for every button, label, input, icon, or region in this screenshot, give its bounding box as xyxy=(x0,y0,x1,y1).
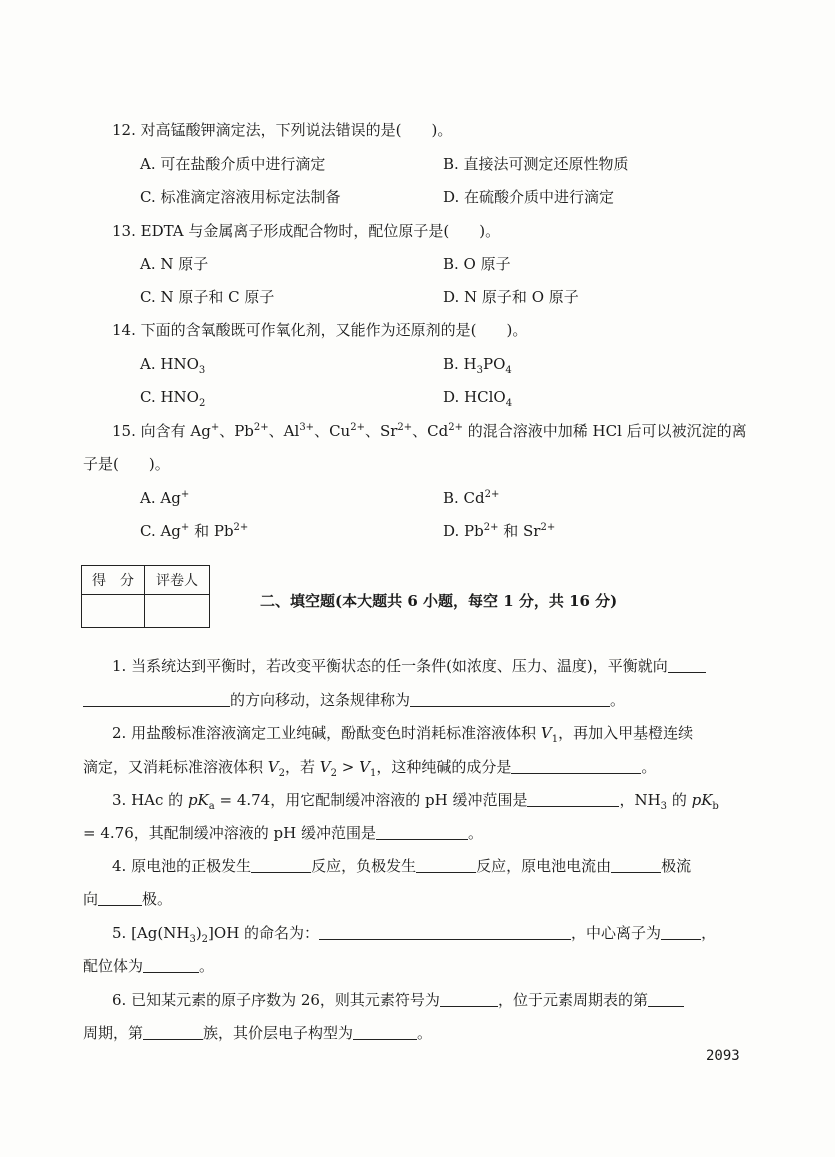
page-number: 2093 xyxy=(706,1048,740,1064)
fill-6-line-2: 周期，第 族，其价层电子构型为 。 xyxy=(83,1024,433,1042)
q15-option-b: B. $Cd^{2+}$ xyxy=(443,489,500,507)
q13-option-d: D. N 原子和 O 原子 xyxy=(443,288,579,306)
question-15-stem-continued: 子是( )。 xyxy=(83,455,170,473)
question-14-stem: 14. 下面的含氧酸既可作氧化剂，又能作为还原剂的是( )。 xyxy=(112,321,528,339)
question-15-stem: 15. 向含有 Ag+、$Pb^{2+}$、$Al^{3+}$、$Cu^{2+}$、$Sr^{2+}$、$Cd^{2+}$ 的混合溶液中加稀 HCl 后可以被沉淀的离 xyxy=(112,422,747,440)
score-table xyxy=(81,565,210,628)
q15-option-d: D. $Pb^{2+}$ 和 $Sr^{2+}$ xyxy=(443,522,556,540)
q12-option-a: A. 可在盐酸介质中进行滴定 xyxy=(140,155,326,173)
question-13-stem: 13. EDTA 与金属离子形成配合物时，配位原子是( )。 xyxy=(112,222,501,240)
fill-1-line-2: 的方向移动，这条规律称为 。 xyxy=(83,690,625,710)
fill-3-line-2: = 4.76，其配制缓冲溶液的 pH 缓冲范围是 。 xyxy=(83,824,483,842)
q14-option-c: C. $HNO_2$ xyxy=(140,388,206,409)
fill-5-line-1: 5. $[Ag(NH_3)_2]OH$ 的命名为： ，中心离子为 ， xyxy=(112,924,717,945)
q14-option-a: A. $HNO_3$ xyxy=(140,355,206,376)
score-cell xyxy=(82,595,145,628)
fill-4-line-1: 4. 原电池的正极发生 反应，负极发生 反应，原电池电流由 极流 xyxy=(112,857,692,875)
section-2-title: 二、填空题(本大题共 6 小题，每空 1 分，共 16 分) xyxy=(260,592,618,610)
grader-cell xyxy=(145,595,210,628)
q13-option-b: B. O 原子 xyxy=(443,255,511,273)
q15-option-a: A. Ag+ xyxy=(140,489,190,507)
q13-option-a: A. N 原子 xyxy=(140,255,209,273)
grader-label: 评卷人 xyxy=(145,566,210,595)
q13-option-c: C. N 原子和 C 原子 xyxy=(140,288,275,306)
fill-3-line-1: 3. HAc 的 $pK_a = 4.74$，用它配制缓冲溶液的 pH 缓冲范围是 ，$NH_3$ 的 $pK_b$ xyxy=(112,791,719,812)
fill-2-line-2: 滴定，又消耗标准溶液体积 $V_2$，若 $V_2 > V_1$，这种纯碱的成分是 。 xyxy=(83,758,657,779)
fill-2-line-1: 2. 用盐酸标准溶液滴定工业纯碱，酚酞变色时消耗标准溶液体积 $V_1$，再加入甲基橙连续 xyxy=(112,724,694,745)
q12-option-d: D. 在硫酸介质中进行滴定 xyxy=(443,188,615,206)
q12-option-b: B. 直接法可测定还原性物质 xyxy=(443,155,629,173)
fill-1-line-1: 1. 当系统达到平衡时，若改变平衡状态的任一条件(如浓度、压力、温度)，平衡就向 xyxy=(112,656,706,676)
q14-option-b: B. $H_3PO_4$ xyxy=(443,355,512,376)
score-label: 得 分 xyxy=(82,566,145,595)
q15-option-c: C. Ag+ 和 $Pb^{2+}$ xyxy=(140,522,249,540)
question-12-stem: 12. 对高锰酸钾滴定法，下列说法错误的是( )。 xyxy=(112,121,453,139)
q14-option-d: D. HClO$_4$ xyxy=(443,388,513,409)
q12-option-c: C. 标准滴定溶液用标定法制备 xyxy=(140,188,341,206)
fill-6-line-1: 6. 已知某元素的原子序数为 26，则其元素符号为 ，位于元素周期表的第 xyxy=(112,990,684,1010)
fill-5-line-2: 配位体为 。 xyxy=(83,957,215,975)
fill-4-line-2: 向 极。 xyxy=(83,890,173,908)
